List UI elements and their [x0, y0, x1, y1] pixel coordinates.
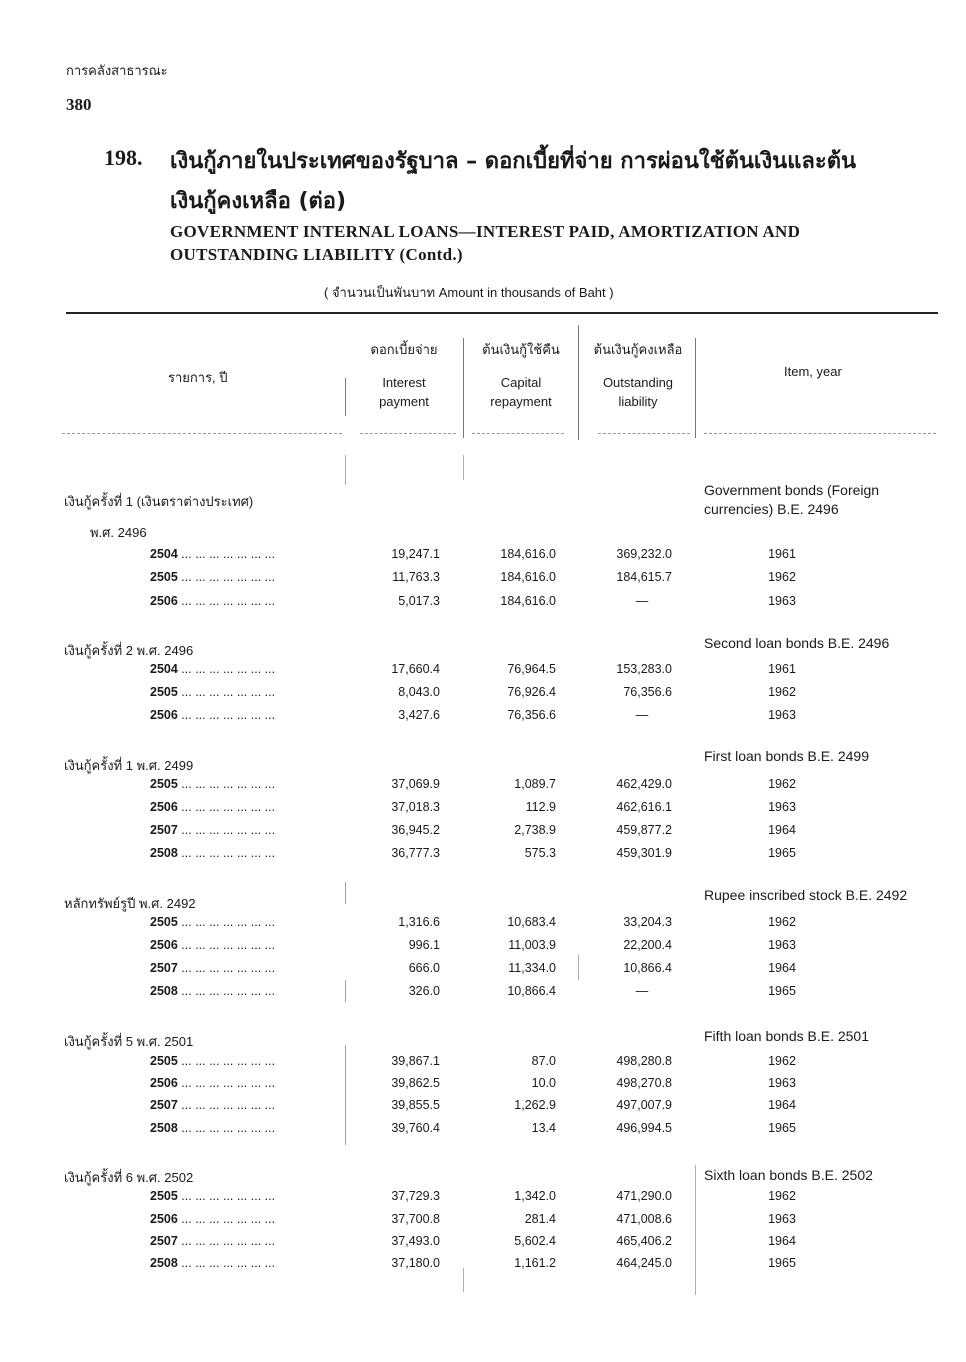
year-english: 1965	[768, 1256, 796, 1270]
outstanding-value: 471,008.6	[616, 1212, 672, 1226]
capital-value: 13.4	[531, 1121, 556, 1135]
year-thai: 2508	[150, 846, 178, 860]
leader-dots: ... ... ... ... ... ... ...	[181, 915, 276, 929]
capital-en-1: Capital	[500, 375, 542, 390]
capital-en-2: repayment	[490, 394, 552, 409]
leader-dots: ... ... ... ... ... ... ...	[181, 570, 276, 584]
year-thai: 2504	[150, 547, 178, 561]
title-thai-line2: เงินกู้คงเหลือ (ต่อ)	[170, 189, 347, 214]
interest-value: 5,017.3	[398, 594, 440, 608]
leader-dots: ... ... ... ... ... ... ...	[181, 708, 276, 722]
section-title-english: First loan bonds B.E. 2499	[704, 748, 869, 764]
column-rule	[695, 338, 696, 438]
interest-value: 37,700.8	[391, 1212, 440, 1226]
capital-value: 184,616.0	[500, 570, 556, 584]
outstanding-value: 459,877.2	[616, 823, 672, 837]
capital-value: 184,616.0	[500, 547, 556, 561]
section-subtitle-thai: พ.ศ. 2496	[90, 525, 147, 540]
year-thai: 2505	[150, 685, 178, 699]
leader-dots: ... ... ... ... ... ... ...	[181, 1189, 276, 1203]
year-english: 1961	[768, 547, 796, 561]
leader-dots: ... ... ... ... ... ... ...	[181, 938, 276, 952]
interest-value: 666.0	[408, 961, 440, 975]
interest-value: 39,760.4	[391, 1121, 440, 1135]
year-thai: 2506	[150, 594, 178, 608]
outstanding-value: 471,290.0	[616, 1189, 672, 1203]
column-rule	[578, 955, 579, 980]
year-thai: 2507	[150, 1234, 178, 1248]
table-top-rule	[66, 312, 938, 314]
interest-value: 17,660.4	[391, 662, 440, 676]
year-english: 1962	[768, 570, 796, 584]
outstanding-value: 459,301.9	[616, 846, 672, 860]
year-thai: 2505	[150, 1189, 178, 1203]
column-rule	[578, 325, 579, 440]
year-thai: 2506	[150, 1212, 178, 1226]
leader-dots: ... ... ... ... ... ... ...	[181, 800, 276, 814]
capital-value: 1,342.0	[514, 1189, 556, 1203]
interest-value: 19,247.1	[391, 547, 440, 561]
leader-dots: ... ... ... ... ... ... ...	[181, 1256, 276, 1270]
capital-value: 184,616.0	[500, 594, 556, 608]
column-header-item-thai: รายการ, ปี	[168, 370, 228, 385]
outstanding-thai: ต้นเงินกู้คงเหลือ	[593, 342, 683, 357]
column-rule	[463, 338, 464, 438]
capital-value: 87.0	[531, 1054, 556, 1068]
year-english: 1963	[768, 1076, 796, 1090]
capital-value: 76,926.4	[507, 685, 556, 699]
outstanding-value: —	[635, 984, 649, 998]
year-thai: 2504	[150, 662, 178, 676]
section-title-thai: เงินกู้ครั้งที่ 1 (เงินตราต่างประเทศ)	[64, 494, 254, 509]
units-note: ( จำนวนเป็นพันบาท Amount in thousands of Baht )	[324, 285, 614, 300]
outstanding-value: 184,615.7	[616, 570, 672, 584]
interest-value: 37,180.0	[391, 1256, 440, 1270]
column-header-interest	[352, 340, 456, 411]
year-thai: 2508	[150, 1121, 178, 1135]
section-title-english: Fifth loan bonds B.E. 2501	[704, 1028, 869, 1044]
interest-value: 36,777.3	[391, 846, 440, 860]
interest-value: 36,945.2	[391, 823, 440, 837]
interest-value: 1,316.6	[398, 915, 440, 929]
leader-dots: ... ... ... ... ... ... ...	[181, 777, 276, 791]
outstanding-value: 10,866.4	[623, 961, 672, 975]
title-thai-line1: เงินกู้ภายในประเทศของรัฐบาล – ดอกเบี้ยที่จ่าย การผ่อนใช้ต้นเงินและต้น	[170, 149, 857, 174]
leader-dots: ... ... ... ... ... ... ...	[181, 685, 276, 699]
capital-value: 2,738.9	[514, 823, 556, 837]
year-english: 1962	[768, 685, 796, 699]
column-header-item-en: Item, year	[784, 364, 842, 379]
year-thai: 2506	[150, 708, 178, 722]
column-header-capital	[466, 340, 576, 411]
outstanding-value: 76,356.6	[623, 685, 672, 699]
section-title-english: Sixth loan bonds B.E. 2502	[704, 1167, 873, 1183]
leader-dots: ... ... ... ... ... ... ...	[181, 823, 276, 837]
year-english: 1964	[768, 961, 796, 975]
outstanding-value: 496,994.5	[616, 1121, 672, 1135]
year-english: 1963	[768, 708, 796, 722]
interest-value: 326.0	[408, 984, 440, 998]
header-separator	[62, 433, 342, 434]
capital-value: 1,262.9	[514, 1098, 556, 1112]
column-rule	[463, 455, 464, 480]
year-english: 1963	[768, 1212, 796, 1226]
year-thai: 2508	[150, 1256, 178, 1270]
interest-value: 37,069.9	[391, 777, 440, 791]
capital-value: 575.3	[524, 846, 556, 860]
outstanding-en-2: liability	[618, 394, 658, 409]
header-separator	[704, 433, 936, 434]
interest-value: 3,427.6	[398, 708, 440, 722]
year-thai: 2508	[150, 984, 178, 998]
section-title-thai: เงินกู้ครั้งที่ 6 พ.ศ. 2502	[64, 1170, 194, 1185]
column-header-outstanding	[582, 340, 694, 411]
year-english: 1962	[768, 777, 796, 791]
outstanding-value: 22,200.4	[623, 938, 672, 952]
year-english: 1963	[768, 800, 796, 814]
year-thai: 2507	[150, 1098, 178, 1112]
outstanding-value: —	[635, 594, 649, 608]
capital-value: 112.9	[525, 800, 556, 814]
outstanding-en-1: Outstanding	[602, 375, 674, 390]
leader-dots: ... ... ... ... ... ... ...	[181, 547, 276, 561]
year-thai: 2505	[150, 570, 178, 584]
year-english: 1963	[768, 938, 796, 952]
section-title-english: Government bonds (Foreign currencies) B.E. 2496	[704, 482, 880, 517]
leader-dots: ... ... ... ... ... ... ...	[181, 594, 276, 608]
year-thai: 2506	[150, 800, 178, 814]
section-title-english: Second loan bonds B.E. 2496	[704, 635, 890, 651]
year-thai: 2505	[150, 777, 178, 791]
year-thai: 2506	[150, 938, 178, 952]
interest-value: 37,729.3	[391, 1189, 440, 1203]
year-english: 1964	[768, 1234, 796, 1248]
year-english: 1964	[768, 1098, 796, 1112]
year-english: 1962	[768, 915, 796, 929]
year-thai: 2506	[150, 1076, 178, 1090]
leader-dots: ... ... ... ... ... ... ...	[181, 1098, 276, 1112]
outstanding-value: —	[635, 708, 649, 722]
section-title-english: Rupee inscribed stock B.E. 2492	[704, 887, 908, 903]
page-number: 380	[66, 95, 92, 114]
year-english: 1965	[768, 1121, 796, 1135]
header-separator	[598, 433, 690, 434]
capital-value: 1,089.7	[514, 777, 556, 791]
year-english: 1962	[768, 1189, 796, 1203]
capital-value: 1,161.2	[514, 1256, 556, 1270]
outstanding-value: 498,270.8	[616, 1076, 672, 1090]
capital-thai: ต้นเงินกู้ใช้คืน	[482, 342, 560, 357]
interest-value: 37,018.3	[391, 800, 440, 814]
leader-dots: ... ... ... ... ... ... ...	[181, 1121, 276, 1135]
outstanding-value: 462,429.0	[616, 777, 672, 791]
column-rule	[345, 378, 346, 416]
leader-dots: ... ... ... ... ... ... ...	[181, 1076, 276, 1090]
section-title-thai: เงินกู้ครั้งที่ 5 พ.ศ. 2501	[64, 1034, 194, 1049]
outstanding-value: 498,280.8	[616, 1054, 672, 1068]
interest-en-2: payment	[379, 394, 429, 409]
table-number: 198.	[104, 145, 143, 170]
interest-value: 8,043.0	[398, 685, 440, 699]
outstanding-value: 465,406.2	[616, 1234, 672, 1248]
column-rule	[345, 1045, 346, 1145]
capital-value: 10,683.4	[507, 915, 556, 929]
capital-value: 76,964.5	[507, 662, 556, 676]
capital-value: 10,866.4	[507, 984, 556, 998]
title-english-line2: OUTSTANDING LIABILITY (Contd.)	[170, 245, 463, 264]
leader-dots: ... ... ... ... ... ... ...	[181, 1234, 276, 1248]
leader-dots: ... ... ... ... ... ... ...	[181, 1054, 276, 1068]
interest-value: 37,493.0	[391, 1234, 440, 1248]
title-english-line1: GOVERNMENT INTERNAL LOANS—INTEREST PAID, AMORTIZATION AND	[170, 222, 801, 241]
interest-thai: ดอกเบี้ยจ่าย	[370, 342, 438, 357]
year-thai: 2505	[150, 1054, 178, 1068]
column-rule	[345, 882, 346, 904]
column-rule	[463, 1268, 464, 1292]
outstanding-value: 369,232.0	[616, 547, 672, 561]
interest-value: 11,763.3	[392, 570, 440, 584]
leader-dots: ... ... ... ... ... ... ...	[181, 961, 276, 975]
section-title-thai: เงินกู้ครั้งที่ 2 พ.ศ. 2496	[64, 643, 194, 658]
column-rule	[345, 455, 346, 485]
year-thai: 2507	[150, 961, 178, 975]
year-thai: 2505	[150, 915, 178, 929]
capital-value: 281.4	[524, 1212, 556, 1226]
header-separator	[472, 433, 564, 434]
outstanding-value: 464,245.0	[616, 1256, 672, 1270]
year-english: 1962	[768, 1054, 796, 1068]
header-separator	[360, 433, 456, 434]
interest-value: 39,855.5	[391, 1098, 440, 1112]
capital-value: 10.0	[531, 1076, 556, 1090]
interest-value: 39,867.1	[391, 1054, 440, 1068]
year-english: 1964	[768, 823, 796, 837]
year-thai: 2507	[150, 823, 178, 837]
year-english: 1965	[768, 846, 796, 860]
year-english: 1963	[768, 594, 796, 608]
capital-value: 11,003.9	[508, 938, 556, 952]
outstanding-value: 462,616.1	[616, 800, 672, 814]
leader-dots: ... ... ... ... ... ... ...	[181, 984, 276, 998]
interest-value: 39,862.5	[391, 1076, 440, 1090]
year-english: 1961	[768, 662, 796, 676]
leader-dots: ... ... ... ... ... ... ...	[181, 846, 276, 860]
column-rule	[345, 980, 346, 1002]
outstanding-value: 153,283.0	[616, 662, 672, 676]
column-rule	[695, 1165, 696, 1295]
outstanding-value: 497,007.9	[616, 1098, 672, 1112]
year-english: 1965	[768, 984, 796, 998]
section-title-thai: หลักทรัพย์รูปี พ.ศ. 2492	[64, 896, 196, 911]
leader-dots: ... ... ... ... ... ... ...	[181, 1212, 276, 1226]
section-title-thai: เงินกู้ครั้งที่ 1 พ.ศ. 2499	[64, 758, 194, 773]
leader-dots: ... ... ... ... ... ... ...	[181, 662, 276, 676]
capital-value: 5,602.4	[514, 1234, 556, 1248]
interest-value: 996.1	[408, 938, 440, 952]
capital-value: 11,334.0	[508, 961, 556, 975]
interest-en-1: Interest	[382, 375, 426, 390]
running-head: การคลังสาธารณะ	[66, 63, 168, 78]
capital-value: 76,356.6	[507, 708, 556, 722]
outstanding-value: 33,204.3	[623, 915, 672, 929]
